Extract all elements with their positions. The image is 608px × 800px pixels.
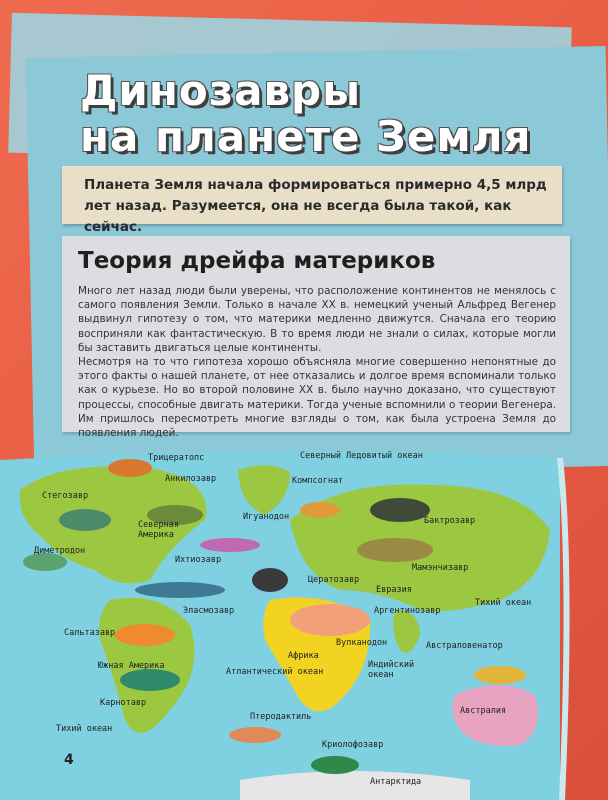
label-saltasaurus: Сальтазавр [64, 628, 116, 638]
theory-box [62, 236, 570, 440]
label-atlantic-ocean: Атлантический океан [226, 667, 324, 677]
triceratops-figure [108, 459, 152, 477]
intro-box [62, 166, 562, 235]
label-argentinosaurus: Аргентинозавр [374, 606, 441, 616]
australovenator-figure [474, 666, 526, 684]
ichthyosaur-figure [200, 538, 260, 552]
map-edge [560, 458, 567, 800]
title-line-1: Динозавры [80, 66, 362, 115]
compsognathus-figure [300, 502, 340, 518]
label-vulcanodon: Вулканодон [336, 638, 388, 648]
argentinosaurus-figure [290, 604, 370, 636]
bactrosaurus-figure [370, 498, 430, 522]
carnotaurus-figure [120, 669, 180, 691]
label-africa: Африка [288, 651, 319, 661]
label-australovenator: Австраловенатор [426, 641, 503, 651]
pterodactyl-figure [229, 727, 281, 743]
theory-paragraph-2: Несмотря на то что гипотеза хорошо объясняла многие совершенно непонятные до этого факты о нашей планете, от нее отказались и долгое время вспоминали только как о курьезе. Но во второй половине XX в. было научно доказано, что существуют процессы, способные двигать материки. Тогда ученые вспомнили о теории Вегенера. Им пришлось пересмотреть многие взгляды о том, как была устроена Земля до появления людей. [78, 356, 556, 440]
label-compsognathus: Компсогнат [292, 476, 344, 486]
saltasaurus-figure [115, 624, 175, 646]
world-map [0, 450, 608, 800]
label-ankylosaurus: Анкилозавр [165, 474, 217, 484]
label-eurasia: Евразия [376, 585, 412, 595]
label-ichthyosaur: Ихтиозавр [175, 555, 222, 565]
label-dimetrodon: Диметродон [34, 546, 86, 556]
title-line-2: на планете Земля [80, 112, 532, 161]
label-bactrosaurus: Бактрозавр [424, 516, 476, 526]
label-indian-ocean: Индийский океан [368, 660, 415, 680]
label-triceratops: Трицератопс [148, 453, 205, 463]
label-south-america: Южная Америка [98, 661, 165, 671]
label-antarctica: Антарктида [370, 777, 422, 787]
label-stegosaurus: Стегозавр [42, 491, 89, 501]
label-mamenchisaurus: Мамэнчизавр [412, 563, 469, 573]
ceratosaurus-figure [252, 568, 288, 592]
theory-heading: Теория дрейфа материков [78, 248, 436, 274]
label-cryolophosaurus: Криолофозавр [322, 740, 384, 750]
label-carnotaurus: Карнотавр [100, 698, 147, 708]
page-title [80, 68, 540, 160]
theory-paragraph-1: Много лет назад люди были уверены, что расположение континентов не менялось с самого появления Земли. Только в начале XX в. немецкий ученый Альфред Вегенер выдвинул гипотезу о том, что материки медленно движутся. Сначала его теорию восприняли как фантастическую. В то время люди не знали о силах, которые могли бы заставить двигаться целые континенты. [78, 285, 556, 354]
label-pacific-ocean-right: Тихий океан [475, 598, 532, 608]
mamenchisaurus-figure [357, 538, 433, 562]
label-pterodactyl: Птеродактиль [250, 712, 312, 722]
label-australia: Австралия [460, 706, 507, 716]
label-ceratosaurus: Цератозавр [308, 575, 360, 585]
label-north-ocean: Северный Ледовитый океан [300, 451, 423, 461]
stegosaurus-figure [59, 509, 111, 531]
cryolophosaurus-figure [311, 756, 359, 774]
label-iguanodon: Игуанодон [243, 512, 290, 522]
label-elasmosaurus: Эласмозавр [183, 606, 235, 616]
elasmosaurus-figure [135, 582, 225, 598]
page-number: 4 [64, 752, 74, 768]
label-pacific-ocean-left: Тихий океан [56, 724, 113, 734]
intro-text: Планета Земля начала формироваться примерно 4,5 млрд лет назад. Разумеется, она не всегда была такой, как сейчас. [84, 177, 547, 235]
label-north-america: Северная Америка [138, 520, 179, 540]
